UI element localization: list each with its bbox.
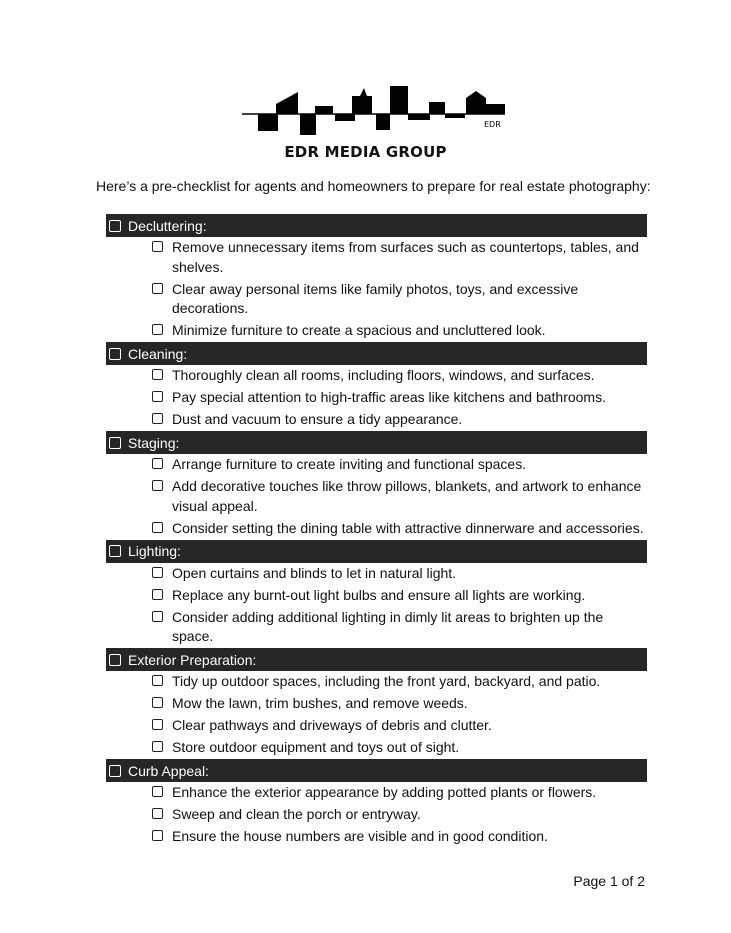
checklist-item <box>106 585 647 606</box>
checklist-items <box>106 237 647 341</box>
section-checkbox[interactable] <box>109 654 121 666</box>
section-checkbox[interactable] <box>109 545 121 557</box>
item-text: Mow the lawn, trim bushes, and remove weeds. <box>172 695 468 711</box>
checklist <box>106 214 647 848</box>
item-checkbox[interactable] <box>152 522 163 533</box>
item-checkbox[interactable] <box>152 611 163 622</box>
item-checkbox[interactable] <box>152 808 163 819</box>
item-checkbox[interactable] <box>152 324 163 335</box>
checklist-items <box>106 563 647 647</box>
section-checkbox[interactable] <box>109 220 121 232</box>
item-text: Sweep and clean the porch or entryway. <box>172 806 421 822</box>
item-checkbox[interactable] <box>152 675 163 686</box>
item-checkbox[interactable] <box>152 369 163 380</box>
item-text: Consider adding additional lighting in dimly lit areas to brighten up the space. <box>172 608 604 644</box>
checklist-items <box>106 454 647 538</box>
checklist-item <box>106 387 647 408</box>
item-checkbox[interactable] <box>152 567 163 578</box>
item-checkbox[interactable] <box>152 697 163 708</box>
item-text: Add decorative touches like throw pillows, blankets, and artwork to enhance visual appeal. <box>172 478 642 514</box>
item-checkbox[interactable] <box>152 241 163 252</box>
item-checkbox[interactable] <box>152 741 163 752</box>
checklist-item <box>106 715 647 736</box>
section-title: Decluttering: <box>128 217 207 234</box>
item-text: Pay special attention to high-traffic areas like kitchens and bathrooms. <box>172 389 606 405</box>
item-checkbox[interactable] <box>152 480 163 491</box>
checklist-item <box>106 737 647 758</box>
checklist-item <box>106 782 647 803</box>
checklist-item <box>106 607 647 647</box>
item-checkbox[interactable] <box>152 458 163 469</box>
item-text: Tidy up outdoor spaces, including the front yard, backyard, and patio. <box>172 673 601 689</box>
section-checkbox[interactable] <box>109 348 121 360</box>
item-checkbox[interactable] <box>152 283 163 294</box>
item-text: Arrange furniture to create inviting and functional spaces. <box>172 456 527 472</box>
checklist-item <box>106 279 647 319</box>
section-header <box>106 342 647 365</box>
item-checkbox[interactable] <box>152 786 163 797</box>
checklist-item <box>106 563 647 584</box>
checklist-item <box>106 476 647 516</box>
brand-name: EDR MEDIA GROUP <box>284 143 447 161</box>
item-checkbox[interactable] <box>152 719 163 730</box>
checklist-item <box>106 320 647 341</box>
section-checkbox[interactable] <box>109 437 121 449</box>
checklist-item <box>106 518 647 539</box>
item-text: Minimize furniture to create a spacious and uncluttered look. <box>172 322 546 338</box>
item-text: Clear pathways and driveways of debris and clutter. <box>172 717 492 733</box>
section-header <box>106 540 647 563</box>
checklist-items <box>106 782 647 847</box>
item-checkbox[interactable] <box>152 391 163 402</box>
checklist-item <box>106 454 647 475</box>
checklist-item <box>106 826 647 847</box>
section-title: Staging: <box>128 434 180 451</box>
item-text: Enhance the exterior appearance by adding potted plants or flowers. <box>172 784 597 800</box>
checklist-item <box>106 365 647 386</box>
item-text: Clear away personal items like family photos, toys, and excessive decorations. <box>172 280 579 316</box>
checklist-item <box>106 409 647 430</box>
item-text: Open curtains and blinds to let in natural light. <box>172 564 457 581</box>
item-checkbox[interactable] <box>152 413 163 424</box>
checklist-item <box>106 237 647 277</box>
item-text: Replace any burnt-out light bulbs and ensure all lights are working. <box>172 586 586 603</box>
checklist-item <box>106 693 647 714</box>
item-checkbox[interactable] <box>152 589 163 600</box>
section-header <box>106 648 647 671</box>
checklist-items <box>106 671 647 758</box>
checklist-item <box>106 671 647 692</box>
item-text: Remove unnecessary items from surfaces such as countertops, tables, and shelves. <box>172 239 639 275</box>
item-text: Store outdoor equipment and toys out of sight. <box>172 739 460 755</box>
checklist-item <box>106 804 647 825</box>
edr-skyline-logo <box>240 82 510 138</box>
section-title: Exterior Preparation: <box>128 651 257 668</box>
item-text: Ensure the house numbers are visible and in good condition. <box>172 828 548 844</box>
section-title: Lighting: <box>128 543 181 559</box>
item-text: Consider setting the dining table with attractive dinnerware and accessories. <box>172 519 644 536</box>
section-title: Curb Appeal: <box>128 762 209 779</box>
section-header <box>106 431 647 454</box>
section-checkbox[interactable] <box>109 765 121 777</box>
item-text: Dust and vacuum to ensure a tidy appearance. <box>172 411 463 427</box>
intro-text: Here’s a pre-checklist for agents and homeowners to prepare for real estate photography: <box>96 178 651 194</box>
section-header <box>106 214 647 237</box>
item-text: Thoroughly clean all rooms, including floors, windows, and surfaces. <box>172 367 595 383</box>
page-number: Page 1 of 2 <box>573 873 645 889</box>
logo-text: EDR <box>484 120 501 129</box>
checklist-items <box>106 365 647 430</box>
item-checkbox[interactable] <box>152 830 163 841</box>
section-title: Cleaning: <box>128 345 188 362</box>
section-header <box>106 759 647 782</box>
